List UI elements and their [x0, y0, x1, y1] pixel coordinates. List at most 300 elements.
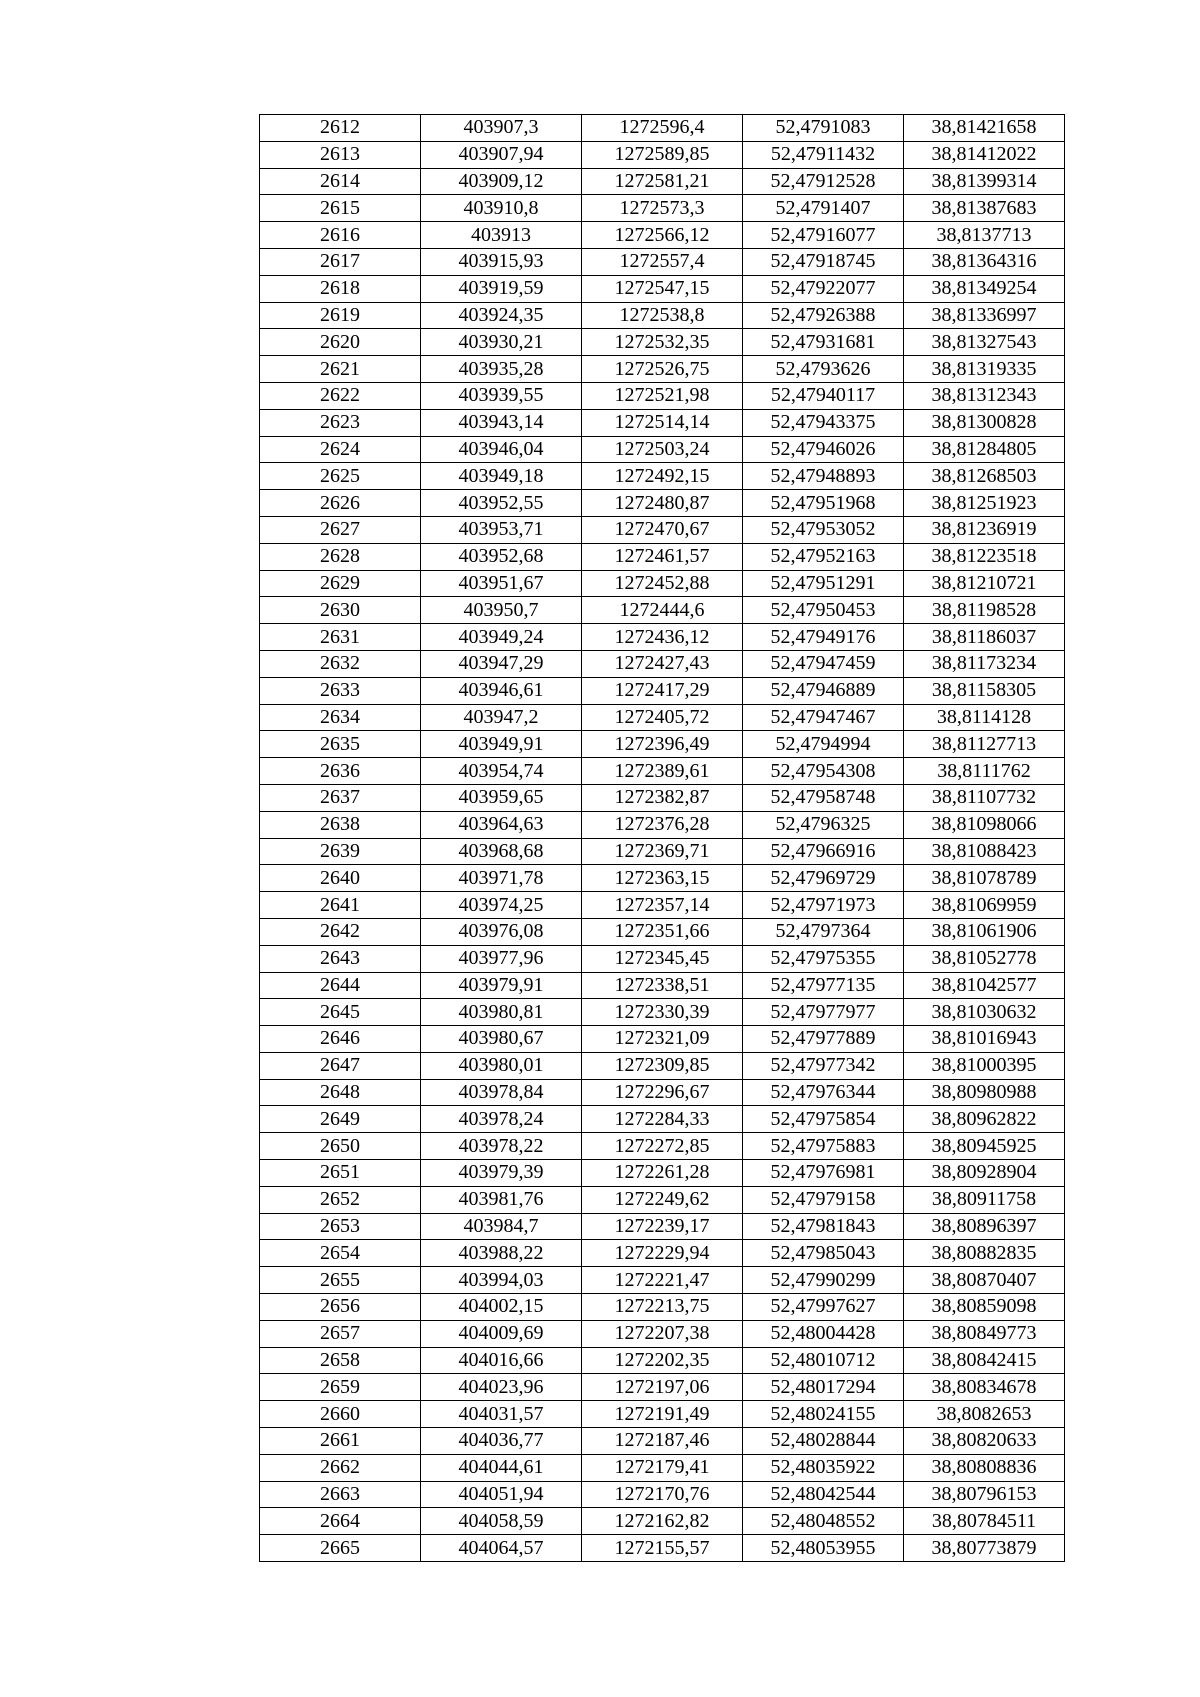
x-coordinate-cell: 403977,96 [421, 945, 582, 972]
point-number-cell: 2650 [260, 1133, 421, 1160]
point-number-cell: 2649 [260, 1106, 421, 1133]
point-number-cell: 2617 [260, 248, 421, 275]
longitude-cell: 38,81327543 [904, 329, 1065, 356]
y-coordinate-cell: 1272321,09 [582, 1026, 743, 1053]
y-coordinate-cell: 1272417,29 [582, 677, 743, 704]
point-number-cell: 2661 [260, 1428, 421, 1455]
y-coordinate-cell: 1272444,6 [582, 597, 743, 624]
y-coordinate-cell: 1272191,49 [582, 1401, 743, 1428]
longitude-cell: 38,81173234 [904, 650, 1065, 677]
latitude-cell: 52,47951291 [743, 570, 904, 597]
x-coordinate-cell: 403994,03 [421, 1267, 582, 1294]
latitude-cell: 52,47975355 [743, 945, 904, 972]
table-row [260, 1535, 1065, 1562]
y-coordinate-cell: 1272389,61 [582, 758, 743, 785]
latitude-cell: 52,4791407 [743, 195, 904, 222]
point-number-cell: 2640 [260, 865, 421, 892]
point-number-cell: 2616 [260, 222, 421, 249]
point-number-cell: 2624 [260, 436, 421, 463]
longitude-cell: 38,81223518 [904, 543, 1065, 570]
table-row [260, 1294, 1065, 1321]
longitude-cell: 38,80980988 [904, 1079, 1065, 1106]
latitude-cell: 52,47951968 [743, 490, 904, 517]
y-coordinate-cell: 1272573,3 [582, 195, 743, 222]
longitude-cell: 38,81030632 [904, 999, 1065, 1026]
x-coordinate-cell: 403981,76 [421, 1186, 582, 1213]
latitude-cell: 52,47946889 [743, 677, 904, 704]
x-coordinate-cell: 403980,81 [421, 999, 582, 1026]
point-number-cell: 2646 [260, 1026, 421, 1053]
y-coordinate-cell: 1272492,15 [582, 463, 743, 490]
y-coordinate-cell: 1272405,72 [582, 704, 743, 731]
table-row [260, 650, 1065, 677]
longitude-cell: 38,81186037 [904, 624, 1065, 651]
longitude-cell: 38,81069959 [904, 892, 1065, 919]
point-number-cell: 2632 [260, 650, 421, 677]
y-coordinate-cell: 1272581,21 [582, 168, 743, 195]
longitude-cell: 38,80882835 [904, 1240, 1065, 1267]
table-row [260, 1079, 1065, 1106]
longitude-cell: 38,81158305 [904, 677, 1065, 704]
y-coordinate-cell: 1272207,38 [582, 1320, 743, 1347]
longitude-cell: 38,81284805 [904, 436, 1065, 463]
latitude-cell: 52,48053955 [743, 1535, 904, 1562]
x-coordinate-cell: 403964,63 [421, 811, 582, 838]
latitude-cell: 52,47977342 [743, 1052, 904, 1079]
table-row [260, 516, 1065, 543]
point-number-cell: 2638 [260, 811, 421, 838]
point-number-cell: 2637 [260, 784, 421, 811]
y-coordinate-cell: 1272249,62 [582, 1186, 743, 1213]
point-number-cell: 2652 [260, 1186, 421, 1213]
table-row [260, 1267, 1065, 1294]
point-number-cell: 2612 [260, 115, 421, 142]
longitude-cell: 38,81268503 [904, 463, 1065, 490]
longitude-cell: 38,81052778 [904, 945, 1065, 972]
table-row [260, 570, 1065, 597]
latitude-cell: 52,48017294 [743, 1374, 904, 1401]
latitude-cell: 52,47931681 [743, 329, 904, 356]
longitude-cell: 38,81412022 [904, 141, 1065, 168]
point-number-cell: 2660 [260, 1401, 421, 1428]
longitude-cell: 38,80911758 [904, 1186, 1065, 1213]
x-coordinate-cell: 403949,18 [421, 463, 582, 490]
longitude-cell: 38,80962822 [904, 1106, 1065, 1133]
x-coordinate-cell: 403924,35 [421, 302, 582, 329]
table-row [260, 436, 1065, 463]
latitude-cell: 52,47916077 [743, 222, 904, 249]
y-coordinate-cell: 1272351,66 [582, 918, 743, 945]
longitude-cell: 38,81061906 [904, 918, 1065, 945]
x-coordinate-cell: 403913 [421, 222, 582, 249]
latitude-cell: 52,47953052 [743, 516, 904, 543]
y-coordinate-cell: 1272202,35 [582, 1347, 743, 1374]
y-coordinate-cell: 1272284,33 [582, 1106, 743, 1133]
x-coordinate-cell: 403909,12 [421, 168, 582, 195]
x-coordinate-cell: 403980,67 [421, 1026, 582, 1053]
y-coordinate-cell: 1272461,57 [582, 543, 743, 570]
longitude-cell: 38,8114128 [904, 704, 1065, 731]
x-coordinate-cell: 403946,04 [421, 436, 582, 463]
x-coordinate-cell: 403950,7 [421, 597, 582, 624]
longitude-cell: 38,81016943 [904, 1026, 1065, 1053]
latitude-cell: 52,47969729 [743, 865, 904, 892]
y-coordinate-cell: 1272229,94 [582, 1240, 743, 1267]
x-coordinate-cell: 403939,55 [421, 382, 582, 409]
table-row [260, 356, 1065, 383]
table-row [260, 302, 1065, 329]
coordinates-table [259, 114, 1065, 1562]
table-row [260, 624, 1065, 651]
y-coordinate-cell: 1272239,17 [582, 1213, 743, 1240]
latitude-cell: 52,47977135 [743, 972, 904, 999]
latitude-cell: 52,4794994 [743, 731, 904, 758]
x-coordinate-cell: 403978,22 [421, 1133, 582, 1160]
longitude-cell: 38,81300828 [904, 409, 1065, 436]
x-coordinate-cell: 403907,94 [421, 141, 582, 168]
point-number-cell: 2625 [260, 463, 421, 490]
point-number-cell: 2623 [260, 409, 421, 436]
x-coordinate-cell: 403943,14 [421, 409, 582, 436]
longitude-cell: 38,80784511 [904, 1508, 1065, 1535]
latitude-cell: 52,48035922 [743, 1454, 904, 1481]
x-coordinate-cell: 403953,71 [421, 516, 582, 543]
table-row [260, 731, 1065, 758]
point-number-cell: 2643 [260, 945, 421, 972]
y-coordinate-cell: 1272480,87 [582, 490, 743, 517]
y-coordinate-cell: 1272452,88 [582, 570, 743, 597]
latitude-cell: 52,47971973 [743, 892, 904, 919]
y-coordinate-cell: 1272296,67 [582, 1079, 743, 1106]
table-row [260, 1481, 1065, 1508]
longitude-cell: 38,80896397 [904, 1213, 1065, 1240]
table-row [260, 1374, 1065, 1401]
x-coordinate-cell: 403947,29 [421, 650, 582, 677]
latitude-cell: 52,4797364 [743, 918, 904, 945]
y-coordinate-cell: 1272170,76 [582, 1481, 743, 1508]
longitude-cell: 38,81000395 [904, 1052, 1065, 1079]
point-number-cell: 2633 [260, 677, 421, 704]
y-coordinate-cell: 1272309,85 [582, 1052, 743, 1079]
y-coordinate-cell: 1272179,41 [582, 1454, 743, 1481]
point-number-cell: 2631 [260, 624, 421, 651]
point-number-cell: 2628 [260, 543, 421, 570]
latitude-cell: 52,4793626 [743, 356, 904, 383]
latitude-cell: 52,47911432 [743, 141, 904, 168]
table-row [260, 115, 1065, 142]
latitude-cell: 52,47975883 [743, 1133, 904, 1160]
point-number-cell: 2653 [260, 1213, 421, 1240]
x-coordinate-cell: 403959,65 [421, 784, 582, 811]
point-number-cell: 2621 [260, 356, 421, 383]
longitude-cell: 38,80834678 [904, 1374, 1065, 1401]
longitude-cell: 38,80808836 [904, 1454, 1065, 1481]
y-coordinate-cell: 1272526,75 [582, 356, 743, 383]
longitude-cell: 38,81336997 [904, 302, 1065, 329]
y-coordinate-cell: 1272538,8 [582, 302, 743, 329]
y-coordinate-cell: 1272532,35 [582, 329, 743, 356]
latitude-cell: 52,47918745 [743, 248, 904, 275]
y-coordinate-cell: 1272521,98 [582, 382, 743, 409]
y-coordinate-cell: 1272272,85 [582, 1133, 743, 1160]
table-row [260, 195, 1065, 222]
latitude-cell: 52,47954308 [743, 758, 904, 785]
x-coordinate-cell: 404051,94 [421, 1481, 582, 1508]
point-number-cell: 2662 [260, 1454, 421, 1481]
point-number-cell: 2626 [260, 490, 421, 517]
point-number-cell: 2655 [260, 1267, 421, 1294]
longitude-cell: 38,80859098 [904, 1294, 1065, 1321]
point-number-cell: 2663 [260, 1481, 421, 1508]
longitude-cell: 38,81312343 [904, 382, 1065, 409]
x-coordinate-cell: 403952,55 [421, 490, 582, 517]
table-row [260, 918, 1065, 945]
x-coordinate-cell: 403907,3 [421, 115, 582, 142]
table-row [260, 463, 1065, 490]
y-coordinate-cell: 1272197,06 [582, 1374, 743, 1401]
table-row [260, 999, 1065, 1026]
latitude-cell: 52,47981843 [743, 1213, 904, 1240]
point-number-cell: 2664 [260, 1508, 421, 1535]
longitude-cell: 38,80945925 [904, 1133, 1065, 1160]
x-coordinate-cell: 403978,84 [421, 1079, 582, 1106]
x-coordinate-cell: 403971,78 [421, 865, 582, 892]
coordinates-table-body [260, 115, 1065, 1562]
table-row [260, 811, 1065, 838]
table-row [260, 490, 1065, 517]
table-row [260, 141, 1065, 168]
longitude-cell: 38,80842415 [904, 1347, 1065, 1374]
point-number-cell: 2644 [260, 972, 421, 999]
latitude-cell: 52,47947459 [743, 650, 904, 677]
y-coordinate-cell: 1272345,45 [582, 945, 743, 972]
table-row [260, 1508, 1065, 1535]
longitude-cell: 38,81088423 [904, 838, 1065, 865]
table-row [260, 1213, 1065, 1240]
table-row [260, 543, 1065, 570]
x-coordinate-cell: 403951,67 [421, 570, 582, 597]
point-number-cell: 2657 [260, 1320, 421, 1347]
x-coordinate-cell: 403988,22 [421, 1240, 582, 1267]
longitude-cell: 38,81236919 [904, 516, 1065, 543]
table-row [260, 248, 1065, 275]
longitude-cell: 38,81319335 [904, 356, 1065, 383]
latitude-cell: 52,47922077 [743, 275, 904, 302]
table-row [260, 972, 1065, 999]
y-coordinate-cell: 1272566,12 [582, 222, 743, 249]
x-coordinate-cell: 404031,57 [421, 1401, 582, 1428]
latitude-cell: 52,48028844 [743, 1428, 904, 1455]
x-coordinate-cell: 403976,08 [421, 918, 582, 945]
x-coordinate-cell: 403946,61 [421, 677, 582, 704]
point-number-cell: 2645 [260, 999, 421, 1026]
table-row [260, 1106, 1065, 1133]
longitude-cell: 38,80773879 [904, 1535, 1065, 1562]
x-coordinate-cell: 403915,93 [421, 248, 582, 275]
latitude-cell: 52,47949176 [743, 624, 904, 651]
longitude-cell: 38,81387683 [904, 195, 1065, 222]
latitude-cell: 52,48010712 [743, 1347, 904, 1374]
point-number-cell: 2656 [260, 1294, 421, 1321]
point-number-cell: 2635 [260, 731, 421, 758]
table-row [260, 1428, 1065, 1455]
longitude-cell: 38,80796153 [904, 1481, 1065, 1508]
longitude-cell: 38,8137713 [904, 222, 1065, 249]
latitude-cell: 52,47926388 [743, 302, 904, 329]
longitude-cell: 38,80849773 [904, 1320, 1065, 1347]
point-number-cell: 2629 [260, 570, 421, 597]
table-row [260, 1160, 1065, 1187]
y-coordinate-cell: 1272376,28 [582, 811, 743, 838]
x-coordinate-cell: 403952,68 [421, 543, 582, 570]
x-coordinate-cell: 404044,61 [421, 1454, 582, 1481]
table-row [260, 1454, 1065, 1481]
latitude-cell: 52,47946026 [743, 436, 904, 463]
point-number-cell: 2634 [260, 704, 421, 731]
y-coordinate-cell: 1272382,87 [582, 784, 743, 811]
point-number-cell: 2627 [260, 516, 421, 543]
x-coordinate-cell: 403930,21 [421, 329, 582, 356]
point-number-cell: 2636 [260, 758, 421, 785]
x-coordinate-cell: 403935,28 [421, 356, 582, 383]
point-number-cell: 2618 [260, 275, 421, 302]
longitude-cell: 38,80928904 [904, 1160, 1065, 1187]
longitude-cell: 38,81349254 [904, 275, 1065, 302]
point-number-cell: 2648 [260, 1079, 421, 1106]
point-number-cell: 2614 [260, 168, 421, 195]
x-coordinate-cell: 403984,7 [421, 1213, 582, 1240]
latitude-cell: 52,48042544 [743, 1481, 904, 1508]
point-number-cell: 2665 [260, 1535, 421, 1562]
x-coordinate-cell: 403974,25 [421, 892, 582, 919]
latitude-cell: 52,47977977 [743, 999, 904, 1026]
y-coordinate-cell: 1272363,15 [582, 865, 743, 892]
latitude-cell: 52,47958748 [743, 784, 904, 811]
y-coordinate-cell: 1272436,12 [582, 624, 743, 651]
longitude-cell: 38,81078789 [904, 865, 1065, 892]
longitude-cell: 38,80870407 [904, 1267, 1065, 1294]
point-number-cell: 2642 [260, 918, 421, 945]
point-number-cell: 2613 [260, 141, 421, 168]
longitude-cell: 38,81042577 [904, 972, 1065, 999]
x-coordinate-cell: 404023,96 [421, 1374, 582, 1401]
table-row [260, 597, 1065, 624]
y-coordinate-cell: 1272261,28 [582, 1160, 743, 1187]
table-row [260, 1401, 1065, 1428]
latitude-cell: 52,47977889 [743, 1026, 904, 1053]
x-coordinate-cell: 403979,39 [421, 1160, 582, 1187]
table-row [260, 1133, 1065, 1160]
x-coordinate-cell: 404016,66 [421, 1347, 582, 1374]
x-coordinate-cell: 404036,77 [421, 1428, 582, 1455]
x-coordinate-cell: 403949,24 [421, 624, 582, 651]
table-row [260, 382, 1065, 409]
latitude-cell: 52,48024155 [743, 1401, 904, 1428]
y-coordinate-cell: 1272187,46 [582, 1428, 743, 1455]
x-coordinate-cell: 404058,59 [421, 1508, 582, 1535]
latitude-cell: 52,47952163 [743, 543, 904, 570]
longitude-cell: 38,80820633 [904, 1428, 1065, 1455]
y-coordinate-cell: 1272596,4 [582, 115, 743, 142]
x-coordinate-cell: 403978,24 [421, 1106, 582, 1133]
latitude-cell: 52,47948893 [743, 463, 904, 490]
y-coordinate-cell: 1272396,49 [582, 731, 743, 758]
x-coordinate-cell: 403979,91 [421, 972, 582, 999]
x-coordinate-cell: 403980,01 [421, 1052, 582, 1079]
y-coordinate-cell: 1272357,14 [582, 892, 743, 919]
x-coordinate-cell: 404064,57 [421, 1535, 582, 1562]
table-row [260, 758, 1065, 785]
y-coordinate-cell: 1272427,43 [582, 650, 743, 677]
x-coordinate-cell: 403910,8 [421, 195, 582, 222]
latitude-cell: 52,47976344 [743, 1079, 904, 1106]
table-row [260, 329, 1065, 356]
longitude-cell: 38,81127713 [904, 731, 1065, 758]
y-coordinate-cell: 1272470,67 [582, 516, 743, 543]
y-coordinate-cell: 1272338,51 [582, 972, 743, 999]
point-number-cell: 2651 [260, 1160, 421, 1187]
table-row [260, 275, 1065, 302]
y-coordinate-cell: 1272213,75 [582, 1294, 743, 1321]
longitude-cell: 38,81210721 [904, 570, 1065, 597]
y-coordinate-cell: 1272369,71 [582, 838, 743, 865]
table-row [260, 704, 1065, 731]
point-number-cell: 2630 [260, 597, 421, 624]
longitude-cell: 38,81198528 [904, 597, 1065, 624]
latitude-cell: 52,47990299 [743, 1267, 904, 1294]
x-coordinate-cell: 403947,2 [421, 704, 582, 731]
table-row [260, 838, 1065, 865]
longitude-cell: 38,81251923 [904, 490, 1065, 517]
latitude-cell: 52,47997627 [743, 1294, 904, 1321]
y-coordinate-cell: 1272221,47 [582, 1267, 743, 1294]
latitude-cell: 52,47947467 [743, 704, 904, 731]
latitude-cell: 52,47975854 [743, 1106, 904, 1133]
table-row [260, 892, 1065, 919]
table-row [260, 222, 1065, 249]
latitude-cell: 52,4796325 [743, 811, 904, 838]
longitude-cell: 38,81098066 [904, 811, 1065, 838]
x-coordinate-cell: 403919,59 [421, 275, 582, 302]
latitude-cell: 52,47940117 [743, 382, 904, 409]
point-number-cell: 2619 [260, 302, 421, 329]
table-row [260, 677, 1065, 704]
table-row [260, 945, 1065, 972]
latitude-cell: 52,4791083 [743, 115, 904, 142]
x-coordinate-cell: 404002,15 [421, 1294, 582, 1321]
y-coordinate-cell: 1272330,39 [582, 999, 743, 1026]
longitude-cell: 38,81399314 [904, 168, 1065, 195]
longitude-cell: 38,8082653 [904, 1401, 1065, 1428]
x-coordinate-cell: 403954,74 [421, 758, 582, 785]
point-number-cell: 2654 [260, 1240, 421, 1267]
longitude-cell: 38,81364316 [904, 248, 1065, 275]
point-number-cell: 2620 [260, 329, 421, 356]
latitude-cell: 52,47976981 [743, 1160, 904, 1187]
point-number-cell: 2658 [260, 1347, 421, 1374]
table-row [260, 1052, 1065, 1079]
y-coordinate-cell: 1272547,15 [582, 275, 743, 302]
y-coordinate-cell: 1272155,57 [582, 1535, 743, 1562]
table-row [260, 1026, 1065, 1053]
x-coordinate-cell: 403968,68 [421, 838, 582, 865]
table-row [260, 1320, 1065, 1347]
x-coordinate-cell: 404009,69 [421, 1320, 582, 1347]
y-coordinate-cell: 1272162,82 [582, 1508, 743, 1535]
y-coordinate-cell: 1272503,24 [582, 436, 743, 463]
x-coordinate-cell: 403949,91 [421, 731, 582, 758]
table-row [260, 1347, 1065, 1374]
